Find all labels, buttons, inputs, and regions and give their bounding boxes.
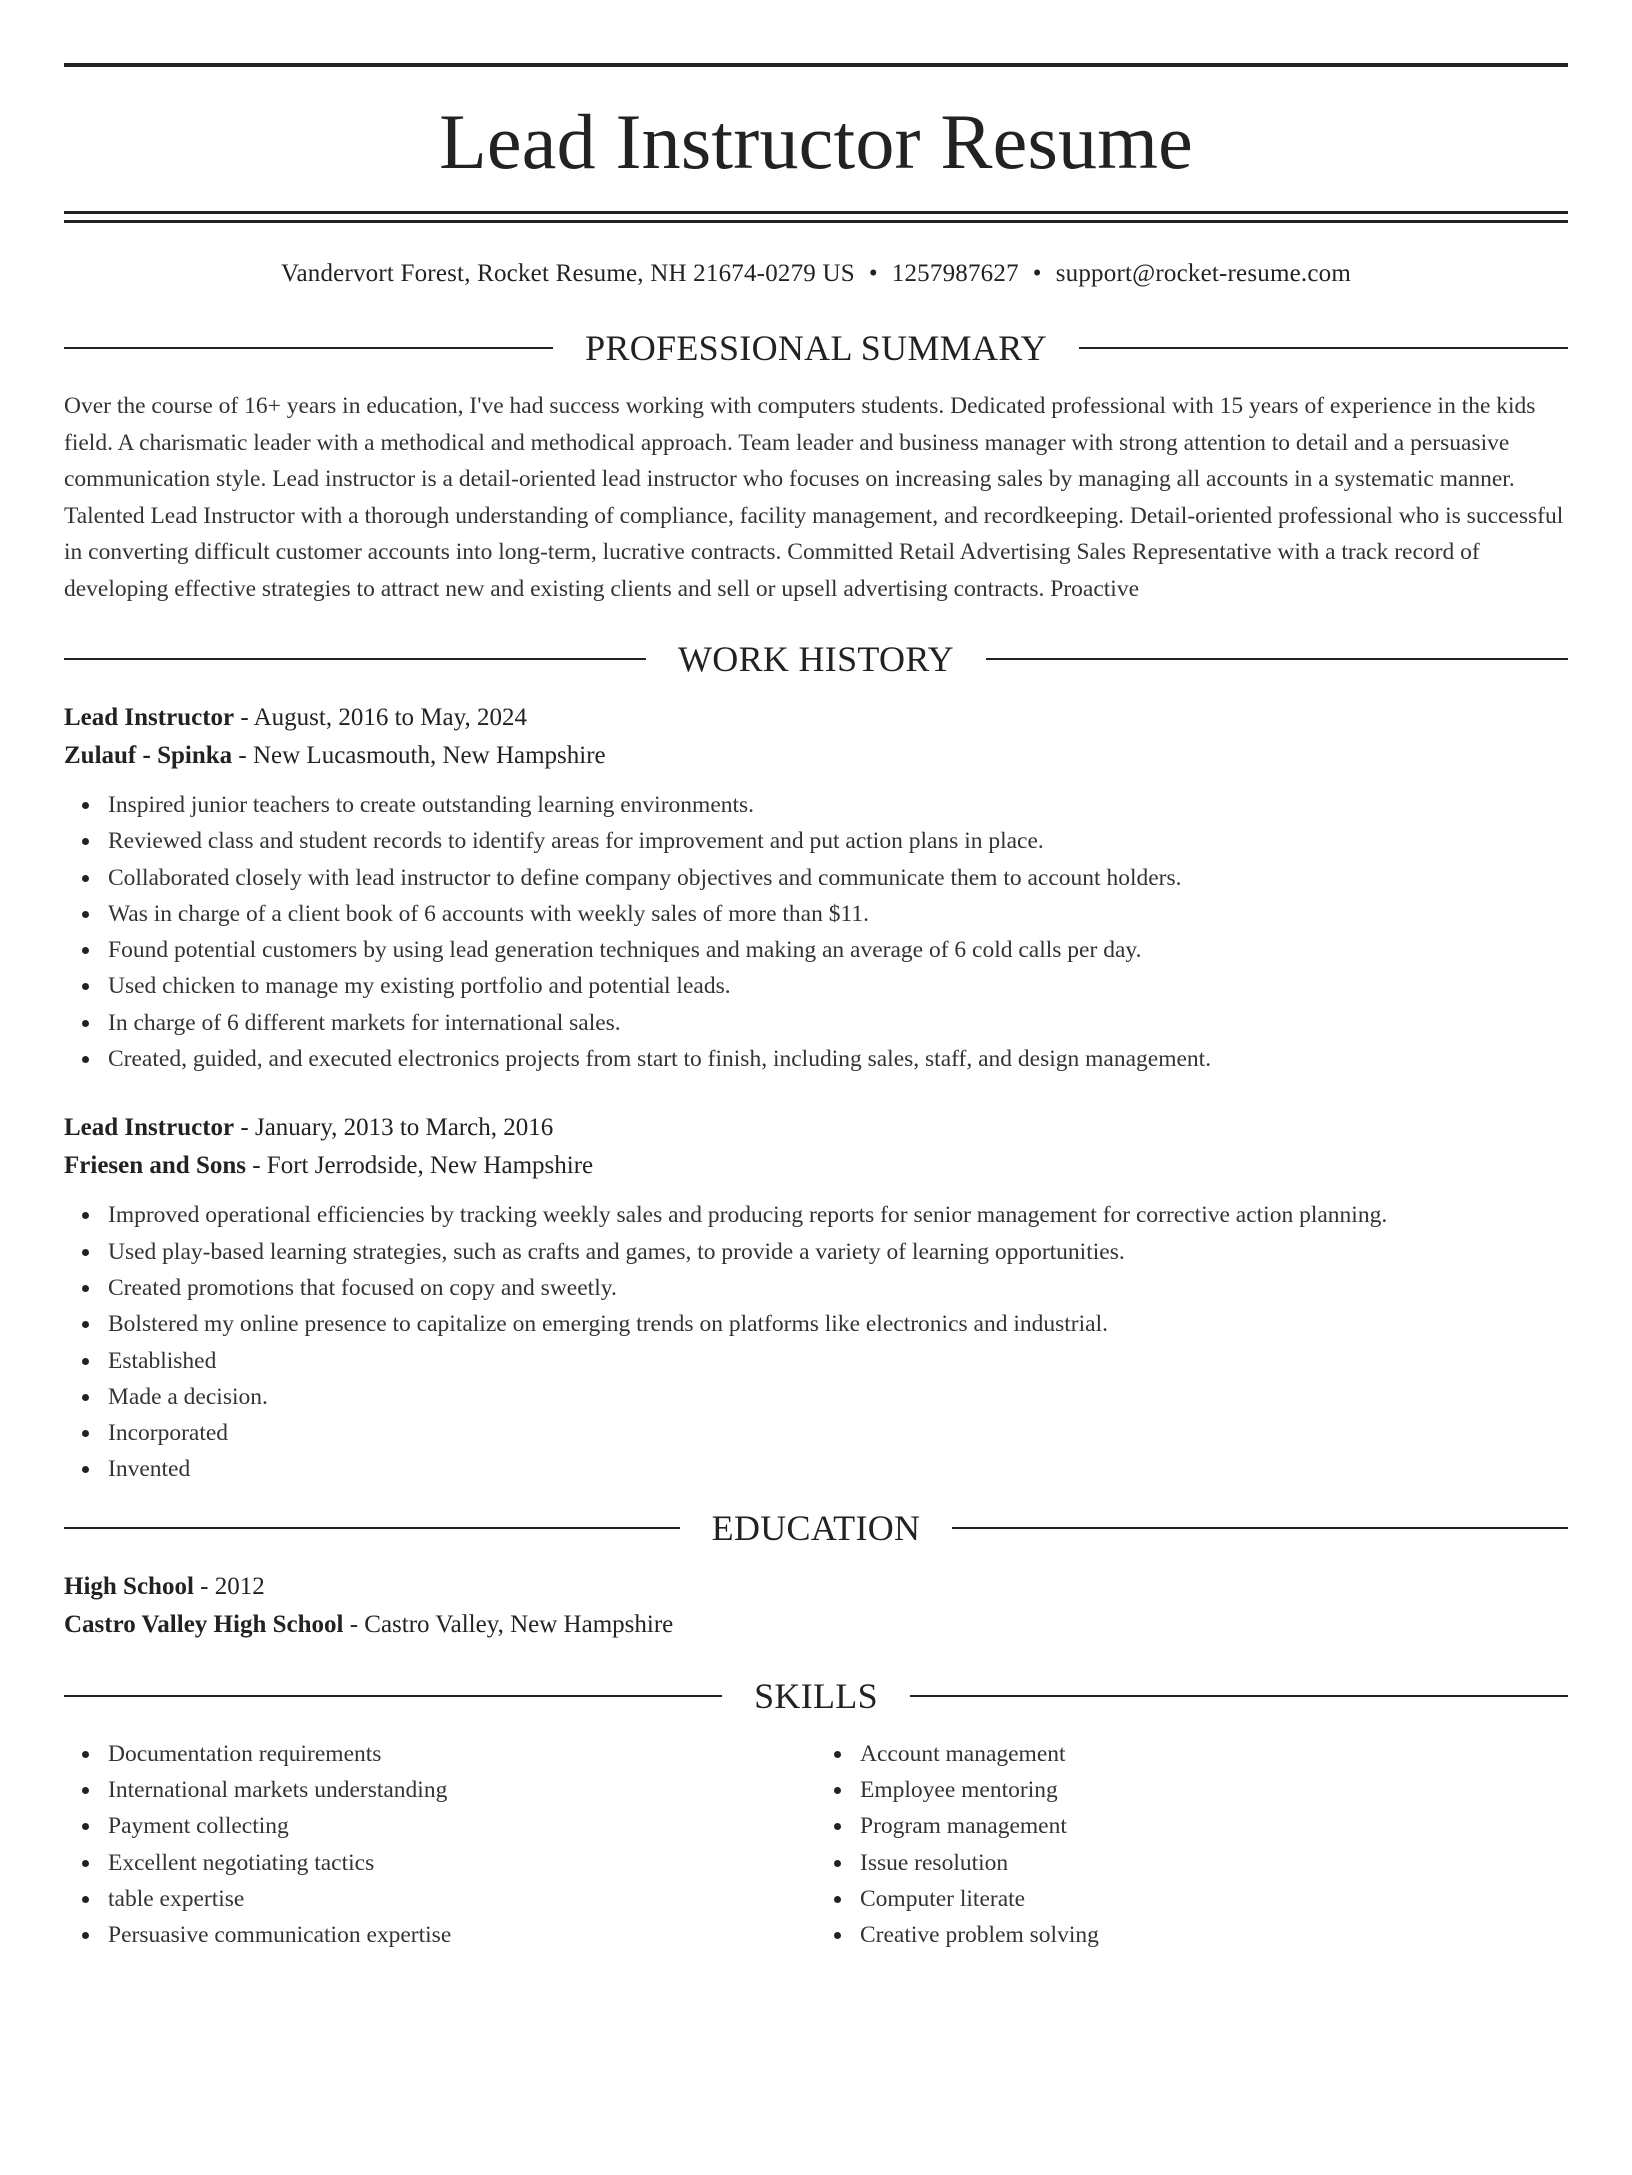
summary-text: Over the course of 16+ years in education, I've had success working with computers students. Dedicated professional with 15 years of experience in the kids field. A charismatic leader with a methodical and methodical approach. Team leader and business manager with strong attention to detail and a persuasive communication style. Lead instructor is a detail-oriented lead instructor who focuses on increasing sales by managing all accounts in a systematic manner. Talented Lead Instructor with a thorough understanding of compliance, facility management, and recordkeeping. Detail-oriented professional who is successful in converting difficult customer accounts into long-term, lucrative contracts. Committed Retail Advertising Sales Representative with a track record of developing effective strategies to attract new and existing clients and sell or upsell advertising contracts. Proactive: [64, 393, 1564, 602]
job-bullet: Created promotions that focused on copy and sweetly.: [108, 1270, 1568, 1306]
education-degree-line: [64, 1568, 1568, 1606]
job-bullet: Inspired junior teachers to create outstanding learning environments.: [108, 787, 1568, 823]
skill-item: Persuasive communication expertise: [108, 1917, 816, 1953]
job-bullet: Bolstered my online presence to capitalize on emerging trends on platforms like electronics and industrial.: [108, 1306, 1568, 1342]
job-company: Friesen and Sons: [64, 1152, 246, 1180]
job-bullet: Found potential customers by using lead generation techniques and making an average of 6 cold calls per day.: [108, 932, 1568, 968]
job-company-line: [64, 737, 1568, 775]
job-location: - Fort Jerrodside, New Hampshire: [245, 1152, 594, 1180]
contact-separator: •: [1032, 260, 1042, 287]
skill-item: Program management: [860, 1808, 1568, 1844]
heading-rule-right: [910, 1695, 1568, 1697]
education-degree: High School: [64, 1572, 194, 1600]
skill-item: Issue resolution: [860, 1845, 1568, 1881]
job-bullet: Made a decision.: [108, 1379, 1568, 1415]
job-bullet: In charge of 6 different markets for international sales.: [108, 1005, 1568, 1041]
skill-item: Payment collecting: [108, 1808, 816, 1844]
section-heading-education: [64, 1507, 1568, 1548]
education-location: - Castro Valley, New Hampshire: [343, 1610, 674, 1638]
job-entry: [64, 1109, 1568, 1487]
job-bullet: Used play-based learning strategies, such as crafts and games, to provide a variety of learning opportunities.: [108, 1234, 1568, 1270]
job-bullet: Collaborated closely with lead instructor to define company objectives and communicate them to account holders.: [108, 860, 1568, 896]
job-bullets: [64, 1197, 1568, 1487]
heading-rule-left: [64, 658, 646, 660]
education-school: Castro Valley High School: [64, 1610, 344, 1638]
title-double-rule: [64, 211, 1568, 223]
job-bullet: Incorporated: [108, 1415, 1568, 1451]
section-title: SKILLS: [754, 1675, 878, 1716]
skill-item: Account management: [860, 1736, 1568, 1772]
job-title-line: [64, 1109, 1568, 1147]
section-heading-work-history: [64, 641, 1568, 677]
job-bullet: Improved operational efficiencies by tracking weekly sales and producing reports for senior management for corrective action planning.: [108, 1197, 1568, 1233]
section-title: PROFESSIONAL SUMMARY: [585, 328, 1047, 368]
heading-rule-right: [1079, 347, 1568, 349]
job-entry: [64, 699, 1568, 1077]
skill-item: International markets understanding: [108, 1772, 816, 1808]
education-school-line: [64, 1606, 1568, 1644]
skills-right-column: [816, 1736, 1568, 1954]
heading-rule-left: [64, 1527, 680, 1529]
job-company: Zulauf - Spinka: [64, 742, 233, 769]
heading-rule-right: [952, 1527, 1568, 1529]
job-dates: - January, 2013 to March, 2016: [234, 1114, 554, 1142]
contact-address: Vandervort Forest, Rocket Resume, NH 21674-0279 US: [280, 260, 855, 287]
job-bullet: Invented: [108, 1451, 1568, 1487]
job-bullet: Reviewed class and student records to identify areas for improvement and put action plans in place.: [108, 823, 1568, 859]
education-year: - 2012: [193, 1572, 265, 1600]
skill-item: Creative problem solving: [860, 1917, 1568, 1953]
skill-item: Excellent negotiating tactics: [108, 1845, 816, 1881]
contact-separator: •: [868, 260, 878, 287]
job-bullets: [64, 787, 1568, 1077]
skill-item: Employee mentoring: [860, 1772, 1568, 1808]
resume-title: Lead Instructor Resume: [439, 98, 1193, 185]
section-heading-summary: [64, 330, 1568, 366]
job-bullet: Created, guided, and executed electronics projects from start to finish, including sales, staff, and design management.: [108, 1041, 1568, 1077]
contact-email: support@rocket-resume.com: [1055, 260, 1352, 287]
section-heading-skills: [64, 1675, 1568, 1716]
top-rule: [64, 63, 1568, 67]
skills-left-column: [64, 1736, 816, 1954]
job-bullet: Was in charge of a client book of 6 accounts with weekly sales of more than $11.: [108, 896, 1568, 932]
skills-grid: [64, 1736, 1568, 1954]
heading-rule-left: [64, 347, 553, 349]
job-bullet: Established: [108, 1343, 1568, 1379]
job-dates: - August, 2016 to May, 2024: [234, 704, 527, 731]
job-title: Lead Instructor: [64, 704, 235, 731]
heading-rule-left: [64, 1695, 722, 1697]
section-title: WORK HISTORY: [678, 639, 954, 679]
skill-item: Computer literate: [860, 1881, 1568, 1917]
education-entry: [64, 1568, 1568, 1644]
job-company-line: [64, 1147, 1568, 1185]
section-title: EDUCATION: [711, 1507, 921, 1548]
job-bullet: Used chicken to manage my existing portfolio and potential leads.: [108, 968, 1568, 1004]
heading-rule-right: [986, 658, 1568, 660]
contact-line: [64, 261, 1568, 286]
job-list: [64, 699, 1568, 1488]
skill-item: table expertise: [108, 1881, 816, 1917]
skill-item: Documentation requirements: [108, 1736, 816, 1772]
contact-phone: 1257987627: [891, 260, 1019, 287]
job-title: Lead Instructor: [64, 1114, 235, 1142]
job-location: - New Lucasmouth, New Hampshire: [232, 742, 606, 769]
job-title-line: [64, 699, 1568, 737]
resume-page: [0, 63, 1632, 2175]
